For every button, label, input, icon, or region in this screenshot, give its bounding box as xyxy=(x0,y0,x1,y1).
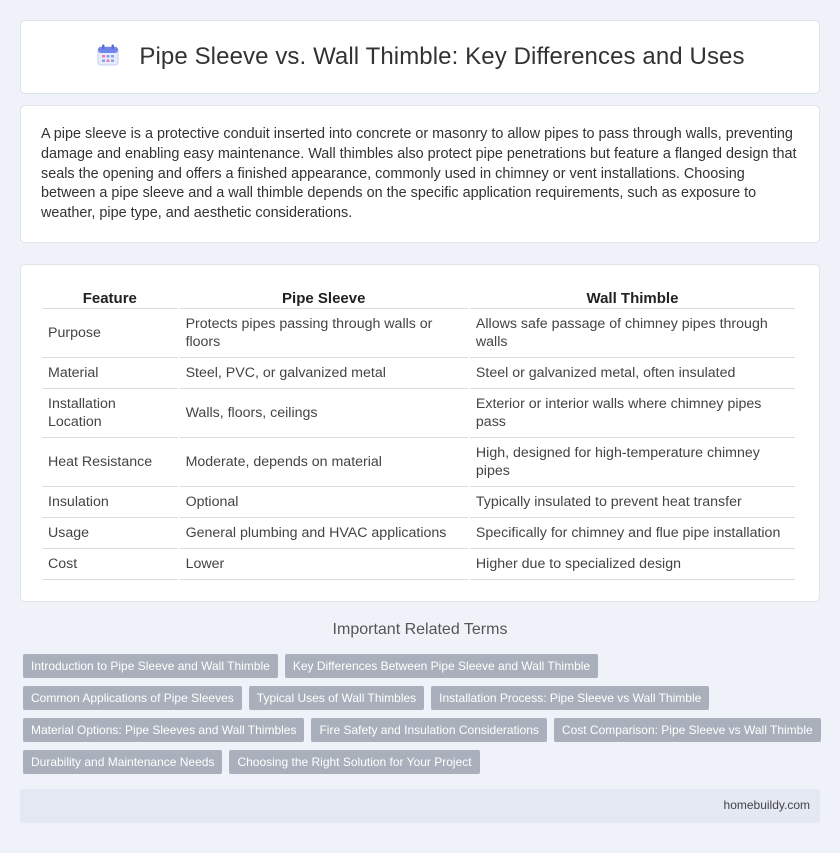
table-cell: Purpose xyxy=(42,309,178,358)
related-term-tag[interactable]: Fire Safety and Insulation Considerations xyxy=(311,718,546,742)
table-cell: General plumbing and HVAC applications xyxy=(180,518,468,549)
table-cell: Walls, floors, ceilings xyxy=(180,389,468,438)
column-header-feature: Feature xyxy=(42,287,178,309)
table-cell: Steel, PVC, or galvanized metal xyxy=(180,358,468,389)
related-term-tag[interactable]: Installation Process: Pipe Sleeve vs Wall Thimble xyxy=(431,686,709,710)
column-header-pipe-sleeve: Pipe Sleeve xyxy=(180,287,468,309)
related-terms-list xyxy=(23,654,823,774)
header-card xyxy=(20,20,820,94)
table-row xyxy=(42,358,795,389)
table-row xyxy=(42,518,795,549)
intro-paragraph: A pipe sleeve is a protective conduit inserted into concrete or masonry to allow pipes to pass through walls, preventing damage and enabling easy maintenance. Wall thimbles also protect pipe penetrations but feature a flanged design that seals the opening and offers a finished appearance, commonly used in chimney or vent installations. Choosing between a pipe sleeve and a wall thimble depends on the specific application requirements, such as exposure to weather, pipe type, and aesthetic considerations. xyxy=(41,126,797,222)
related-term-tag[interactable]: Key Differences Between Pipe Sleeve and Wall Thimble xyxy=(285,654,598,678)
table-row xyxy=(42,549,795,580)
footer-site-link[interactable]: homebuildy.com xyxy=(723,798,810,812)
footer xyxy=(20,789,820,823)
comparison-table xyxy=(40,287,797,580)
table-cell: Installation Location xyxy=(42,389,178,438)
comparison-table-card xyxy=(20,264,820,602)
table-cell: Allows safe passage of chimney pipes through walls xyxy=(470,309,795,358)
related-term-tag[interactable]: Common Applications of Pipe Sleeves xyxy=(23,686,242,710)
table-cell: High, designed for high-temperature chimney pipes xyxy=(470,438,795,487)
related-term-tag[interactable]: Introduction to Pipe Sleeve and Wall Thimble xyxy=(23,654,278,678)
table-cell: Heat Resistance xyxy=(42,438,178,487)
intro-card xyxy=(20,105,820,243)
table-cell: Steel or galvanized metal, often insulated xyxy=(470,358,795,389)
table-cell: Optional xyxy=(180,487,468,518)
table-header-row xyxy=(42,287,795,309)
related-term-tag[interactable]: Durability and Maintenance Needs xyxy=(23,750,222,774)
calendar-icon xyxy=(95,42,121,73)
table-cell: Higher due to specialized design xyxy=(470,549,795,580)
column-header-wall-thimble: Wall Thimble xyxy=(470,287,795,309)
table-cell: Insulation xyxy=(42,487,178,518)
table-cell: Material xyxy=(42,358,178,389)
table-cell: Protects pipes passing through walls or floors xyxy=(180,309,468,358)
related-terms-heading: Important Related Terms xyxy=(332,621,508,638)
table-cell: Usage xyxy=(42,518,178,549)
page-title: Pipe Sleeve vs. Wall Thimble: Key Differences and Uses xyxy=(139,43,745,70)
table-cell: Lower xyxy=(180,549,468,580)
table-row xyxy=(42,438,795,487)
table-row xyxy=(42,487,795,518)
related-term-tag[interactable]: Cost Comparison: Pipe Sleeve vs Wall Thimble xyxy=(554,718,821,742)
related-term-tag[interactable]: Typical Uses of Wall Thimbles xyxy=(249,686,424,710)
table-row xyxy=(42,389,795,438)
table-cell: Specifically for chimney and flue pipe installation xyxy=(470,518,795,549)
table-cell: Typically insulated to prevent heat transfer xyxy=(470,487,795,518)
table-cell: Exterior or interior walls where chimney pipes pass xyxy=(470,389,795,438)
related-term-tag[interactable]: Material Options: Pipe Sleeves and Wall Thimbles xyxy=(23,718,304,742)
table-cell: Cost xyxy=(42,549,178,580)
related-term-tag[interactable]: Choosing the Right Solution for Your Project xyxy=(229,750,479,774)
table-row xyxy=(42,309,795,358)
table-cell: Moderate, depends on material xyxy=(180,438,468,487)
